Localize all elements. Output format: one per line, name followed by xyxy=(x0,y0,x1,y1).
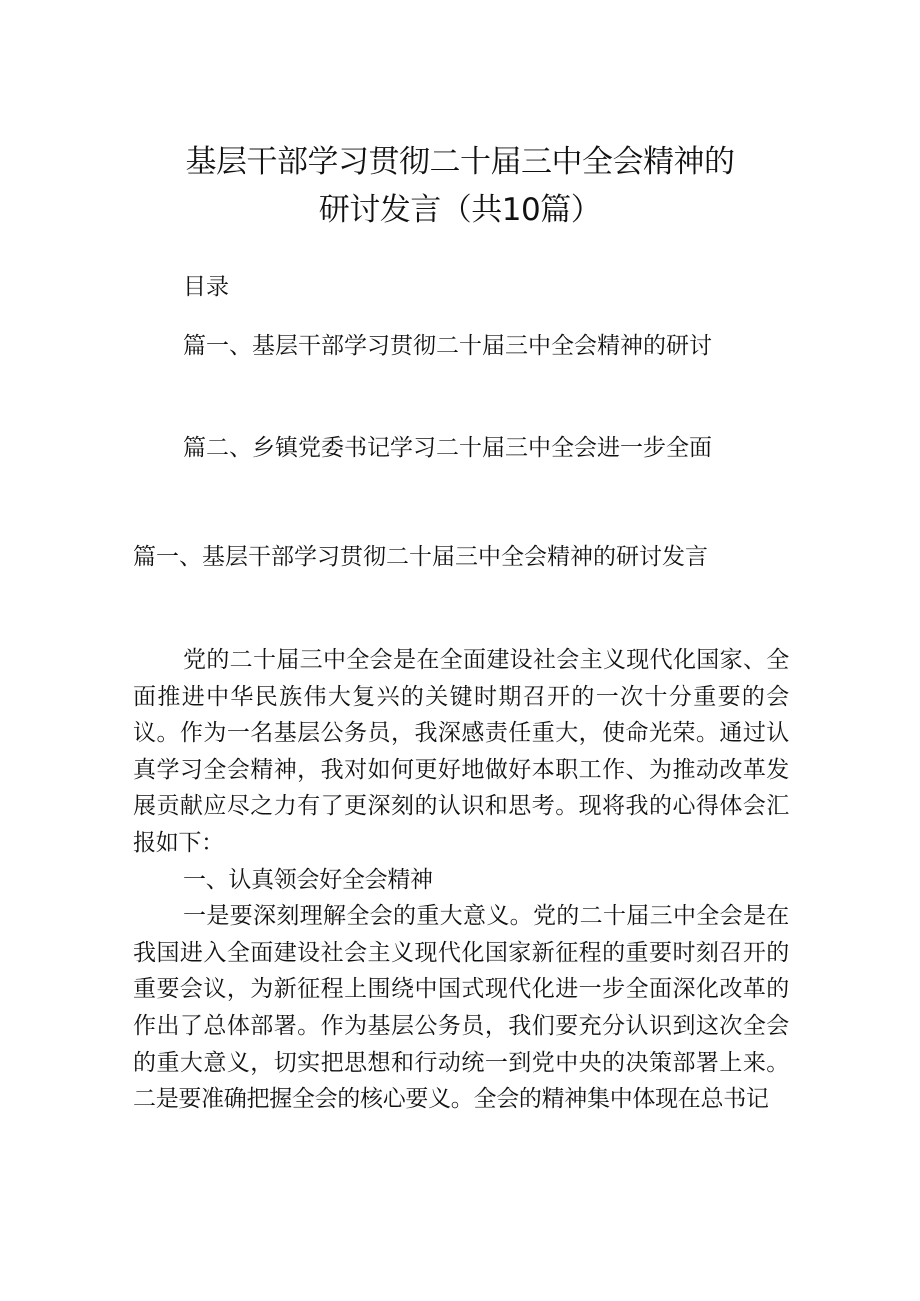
document-title-line-2: 研讨发言（共10篇） xyxy=(318,192,602,228)
toc-item-1: 篇一、基层干部学习贯彻二十届三中全会精神的研讨 xyxy=(183,333,712,359)
toc-item-2: 篇二、乡镇党委书记学习二十届三中全会进一步全面 xyxy=(183,435,712,461)
toc-heading: 目录 xyxy=(183,274,229,300)
paragraph-body-1: 一是要深刻理解全会的重大意义。党的二十届三中全会是在我国进入全面建设社会主义现代化国家新征程的重要时刻召开的重要会议，为新征程上围绕中国式现代化进一步全面深化改革的作出了总体部署。作为基层公务员，我们要充分认识到这次全会的重大意义，切实把思想和行动统一到党中央的决策部署上来。二是要准确把握全会的核心要义。全会的精神集中体现在总书记 xyxy=(133,903,789,1113)
section-title: 篇一、基层干部学习贯彻二十届三中全会精神的研讨发言 xyxy=(133,544,708,570)
document-title-line-1: 基层干部学习贯彻二十届三中全会精神的 xyxy=(185,144,735,180)
paragraph-intro: 党的二十届三中全会是在全面建设社会主义现代化国家、全面推进中华民族伟大复兴的关键时期召开的一次十分重要的会议。作为一名基层公务员，我深感责任重大，使命光荣。通过认真学习全会精神，我对如何更好地做好本职工作、为推动改革发展贡献应尽之力有了更深刻的认识和思考。现将我的心得体会汇报如下： xyxy=(133,647,789,856)
document-body xyxy=(133,642,789,1118)
paragraph-heading-1: 一、认真领会好全会精神 xyxy=(183,866,433,893)
